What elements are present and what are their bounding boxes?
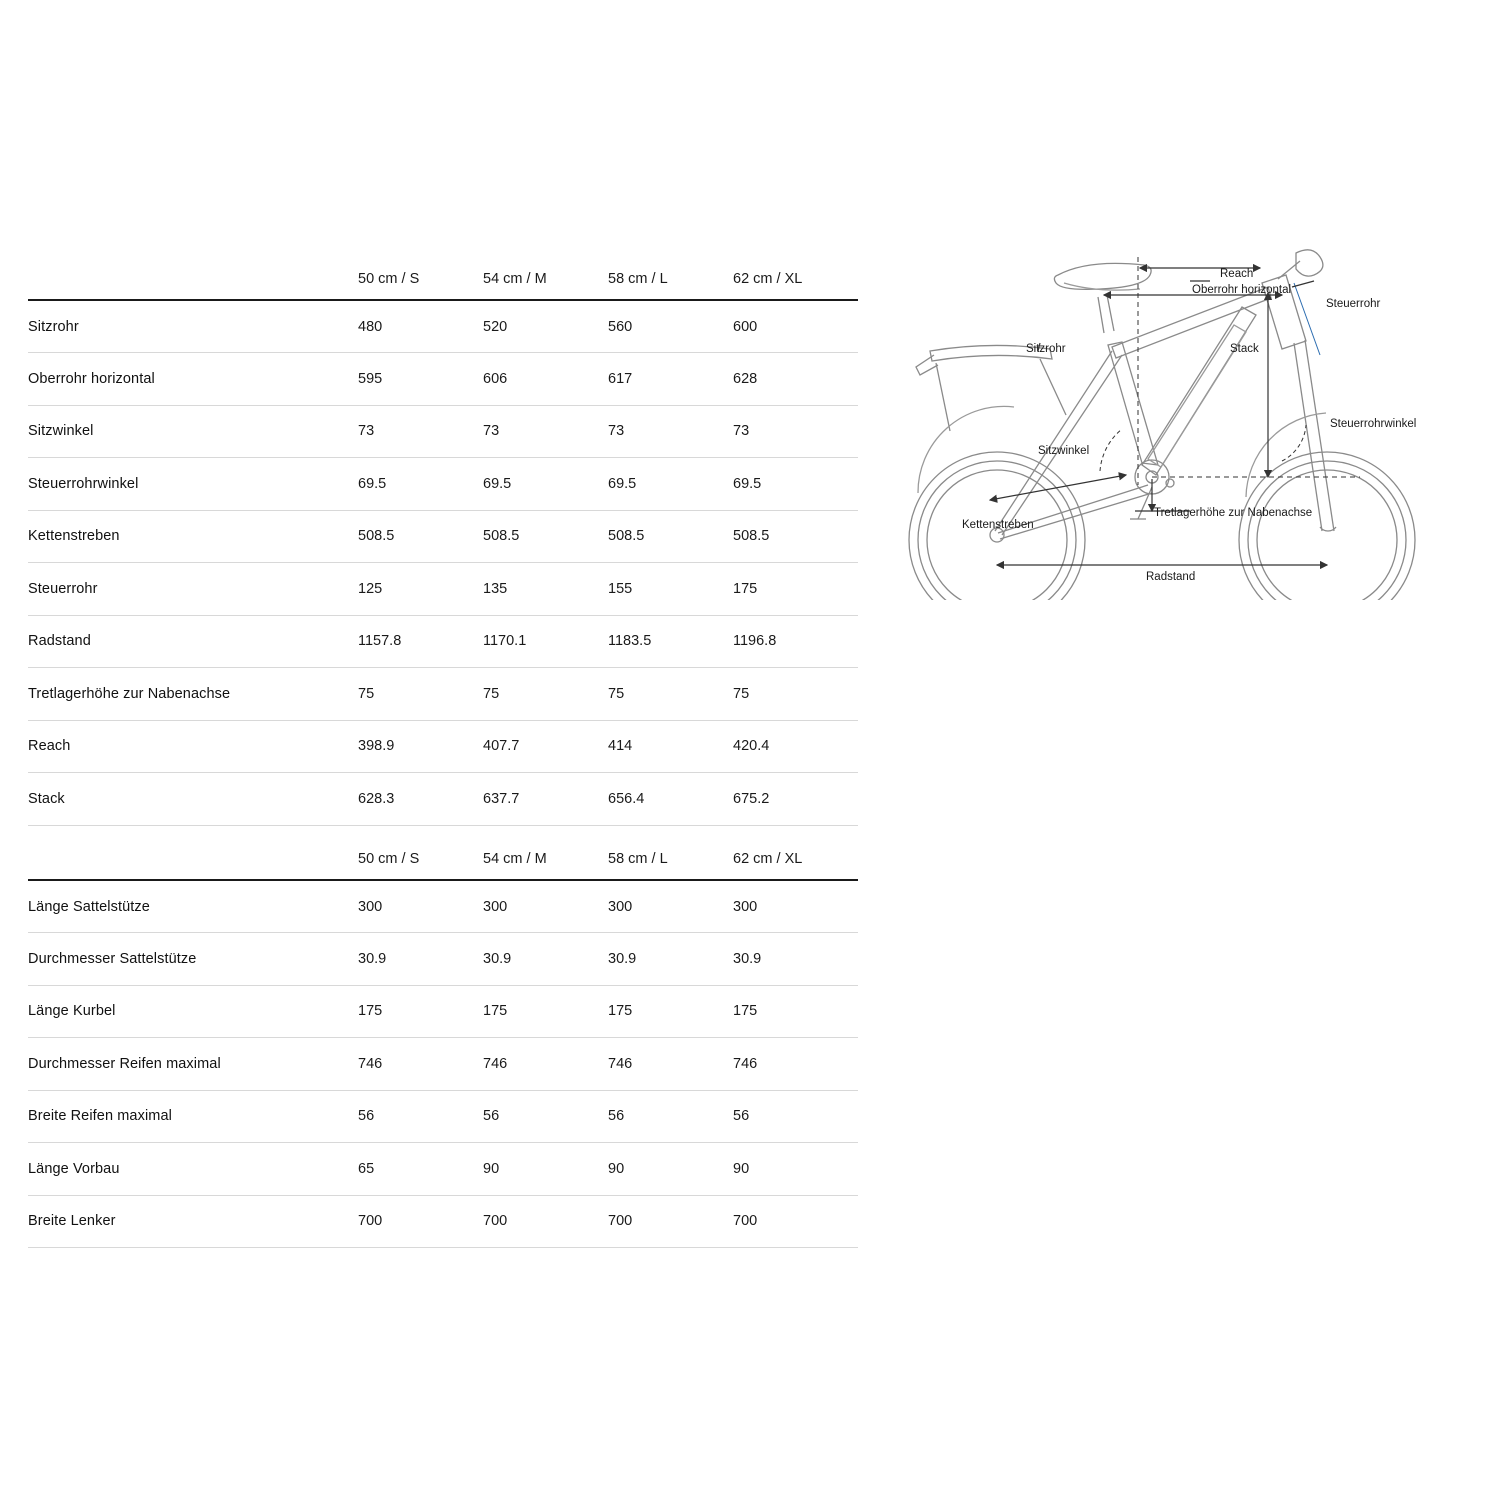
row-value-xl: 420.4: [733, 738, 770, 755]
row-label: Oberrohr horizontal: [28, 370, 155, 387]
row-value-l: 300: [608, 898, 633, 915]
table-row: [28, 773, 858, 826]
label-sitzrohr: Sitzrohr: [1026, 343, 1066, 355]
table-row: [28, 353, 858, 406]
row-value-s: 30.9: [358, 950, 387, 967]
table-row: [28, 720, 858, 773]
label-steuerrohr: Steuerrohr: [1326, 298, 1381, 310]
row-value-xl: 700: [733, 1213, 758, 1230]
row-value-m: 300: [483, 898, 508, 915]
row-value-s: 175: [358, 1003, 383, 1020]
row-value-s: 1157.8: [358, 633, 402, 650]
row-value-xl: 300: [733, 898, 758, 915]
label-steuerrohrwinkel: Steuerrohrwinkel: [1330, 418, 1417, 430]
table-row: [28, 405, 858, 458]
row-value-l: 175: [608, 1003, 633, 1020]
row-value-l: 73: [608, 423, 625, 440]
row-value-l: 30.9: [608, 950, 637, 967]
row-value-xl: 746: [733, 1055, 758, 1072]
row-label: Durchmesser Reifen maximal: [28, 1055, 221, 1072]
row-value-xl: 1196.8: [733, 633, 777, 650]
row-label: Reach: [28, 738, 71, 755]
table-row: [28, 1090, 858, 1143]
row-label: Radstand: [28, 633, 91, 650]
column-header-size-s: 50 cm / S: [358, 270, 420, 287]
row-value-s: 628.3: [358, 790, 395, 807]
row-value-s: 700: [358, 1213, 383, 1230]
row-value-xl: 69.5: [733, 475, 762, 492]
row-label: Länge Sattelstütze: [28, 898, 150, 915]
table-row: [28, 880, 858, 933]
label-kettenstreben: Kettenstreben: [962, 519, 1034, 531]
label-reach: Reach: [1220, 268, 1254, 280]
row-value-m: 407.7: [483, 738, 520, 755]
row-label: Durchmesser Sattelstütze: [28, 950, 197, 967]
column-header-size-m: 54 cm / M: [483, 270, 547, 287]
row-value-xl: 628: [733, 370, 758, 387]
label-stack: Stack: [1230, 343, 1259, 355]
components-table: [28, 838, 858, 1248]
row-value-s: 125: [358, 580, 383, 597]
column-header-size-xl: 62 cm / XL: [733, 850, 803, 867]
row-value-m: 746: [483, 1055, 508, 1072]
row-value-m: 75: [483, 685, 500, 702]
column-header-size-m: 54 cm / M: [483, 850, 547, 867]
geometry-table: [28, 258, 858, 826]
row-value-s: 65: [358, 1160, 375, 1177]
row-label: Sitzrohr: [28, 318, 79, 335]
row-value-m: 700: [483, 1213, 508, 1230]
table-header-row: [28, 258, 858, 300]
table-row: [28, 1143, 858, 1196]
row-value-l: 746: [608, 1055, 633, 1072]
row-value-m: 56: [483, 1108, 500, 1125]
row-value-m: 30.9: [483, 950, 512, 967]
table-row: [28, 615, 858, 668]
table-row: [28, 300, 858, 353]
row-value-m: 508.5: [483, 528, 520, 545]
row-label: Länge Vorbau: [28, 1160, 120, 1177]
table-row: [28, 563, 858, 616]
row-value-m: 637.7: [483, 790, 520, 807]
table-row: [28, 510, 858, 563]
row-label: Stack: [28, 790, 65, 807]
table-header-row: [28, 838, 858, 880]
row-value-s: 595: [358, 370, 383, 387]
column-header-size-xl: 62 cm / XL: [733, 270, 803, 287]
table-row: [28, 1195, 858, 1248]
row-value-xl: 90: [733, 1160, 750, 1177]
row-value-m: 1170.1: [483, 633, 527, 650]
row-label: Kettenstreben: [28, 528, 120, 545]
row-label: Sitzwinkel: [28, 423, 94, 440]
row-value-s: 508.5: [358, 528, 395, 545]
row-value-m: 606: [483, 370, 508, 387]
row-value-m: 520: [483, 318, 508, 335]
row-value-xl: 600: [733, 318, 758, 335]
row-value-l: 90: [608, 1160, 625, 1177]
row-value-m: 90: [483, 1160, 500, 1177]
row-value-xl: 56: [733, 1108, 750, 1125]
label-tretlagerhoehe: Tretlagerhöhe zur Nabenachse: [1154, 507, 1313, 519]
table-row: [28, 668, 858, 721]
row-value-s: 69.5: [358, 475, 387, 492]
label-sitzwinkel: Sitzwinkel: [1038, 445, 1090, 457]
row-value-xl: 675.2: [733, 790, 770, 807]
row-value-l: 617: [608, 370, 633, 387]
table-row: [28, 985, 858, 1038]
row-value-s: 56: [358, 1108, 375, 1125]
row-value-l: 700: [608, 1213, 633, 1230]
row-value-m: 175: [483, 1003, 508, 1020]
table-row: [28, 458, 858, 511]
label-oberrohr-horizontal: Oberrohr horizontal: [1192, 284, 1292, 296]
row-value-l: 656.4: [608, 790, 645, 807]
row-value-l: 75: [608, 685, 625, 702]
row-label: Steuerrohrwinkel: [28, 475, 139, 492]
row-value-m: 135: [483, 580, 508, 597]
row-value-l: 560: [608, 318, 633, 335]
row-value-xl: 175: [733, 1003, 758, 1020]
table-row: [28, 1038, 858, 1091]
row-value-m: 69.5: [483, 475, 512, 492]
row-value-xl: 75: [733, 685, 750, 702]
row-value-l: 56: [608, 1108, 625, 1125]
column-header-blank: [28, 838, 358, 880]
label-radstand: Radstand: [1146, 571, 1196, 583]
row-label: Tretlagerhöhe zur Nabenachse: [28, 685, 231, 702]
row-value-s: 398.9: [358, 738, 395, 755]
row-label: Breite Lenker: [28, 1213, 116, 1230]
row-value-l: 155: [608, 580, 633, 597]
bike-geometry-diagram: [890, 235, 1470, 600]
row-label: Breite Reifen maximal: [28, 1108, 172, 1125]
column-header-size-l: 58 cm / L: [608, 850, 668, 867]
table-row: [28, 933, 858, 986]
row-value-xl: 73: [733, 423, 750, 440]
row-value-m: 73: [483, 423, 500, 440]
row-value-xl: 508.5: [733, 528, 770, 545]
column-header-blank: [28, 258, 358, 300]
row-value-l: 1183.5: [608, 633, 652, 650]
row-label: Steuerrohr: [28, 580, 98, 597]
row-value-s: 746: [358, 1055, 383, 1072]
row-value-l: 69.5: [608, 475, 637, 492]
column-header-size-l: 58 cm / L: [608, 270, 668, 287]
row-value-xl: 175: [733, 580, 758, 597]
row-value-l: 414: [608, 738, 633, 755]
row-value-s: 300: [358, 898, 383, 915]
row-value-s: 75: [358, 685, 375, 702]
row-label: Länge Kurbel: [28, 1003, 116, 1020]
row-value-xl: 30.9: [733, 950, 762, 967]
row-value-s: 480: [358, 318, 383, 335]
column-header-size-s: 50 cm / S: [358, 850, 420, 867]
row-value-s: 73: [358, 423, 375, 440]
row-value-l: 508.5: [608, 528, 645, 545]
dimension-labels: [962, 268, 1416, 583]
